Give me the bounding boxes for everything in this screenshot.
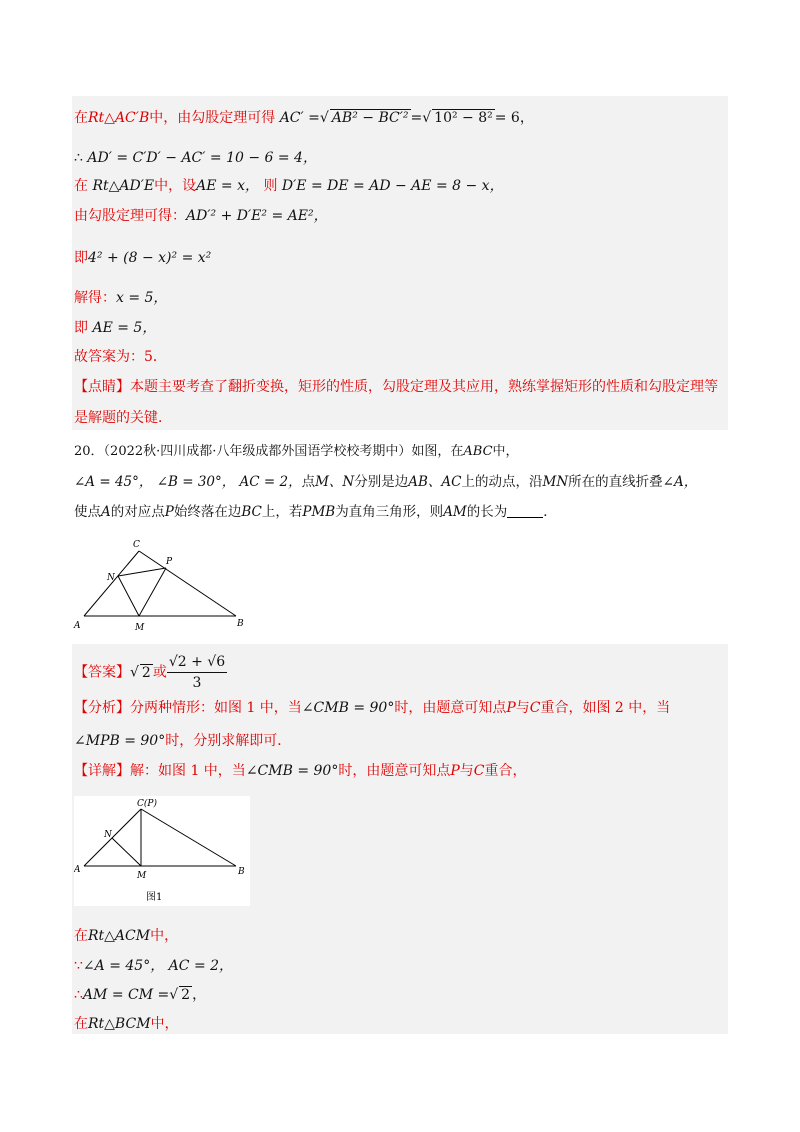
question-text: （2022秋·四川成都·八年级成都外国语学校校考期中）如图，在 bbox=[103, 444, 464, 459]
label-CP: C(P) bbox=[137, 799, 157, 809]
math: ∠MPB = 90° bbox=[74, 733, 166, 749]
math: AM bbox=[443, 504, 467, 520]
label-M: M bbox=[135, 623, 145, 633]
answer-blank bbox=[507, 503, 543, 518]
sec19-line-6 bbox=[74, 288, 167, 308]
sec19-line-5 bbox=[74, 248, 211, 268]
question-text: 中， bbox=[492, 444, 519, 459]
sec19-line-7 bbox=[74, 318, 156, 338]
math: x = 5， bbox=[116, 290, 168, 306]
text: 分两种情形：如图 1 中，当 bbox=[130, 700, 302, 716]
segment-NM bbox=[112, 838, 141, 866]
text: 重合，如图 2 中，当 bbox=[540, 700, 671, 716]
text: 在 bbox=[74, 110, 88, 126]
fraction-numerator: √2 + √6 bbox=[167, 652, 227, 673]
math: ， bbox=[192, 987, 207, 1003]
text: 则 bbox=[263, 178, 278, 194]
text: 上，若 bbox=[261, 504, 303, 520]
because-symbol: ∵ bbox=[74, 958, 83, 974]
label-N: N bbox=[107, 573, 115, 583]
analysis-line-2 bbox=[74, 731, 291, 751]
label-P: P bbox=[166, 557, 173, 567]
math: Rt△ACM bbox=[88, 928, 151, 944]
fraction-denominator: 3 bbox=[192, 675, 202, 691]
math: ∠B = 30°， bbox=[156, 474, 236, 490]
figure-1 bbox=[74, 796, 250, 906]
math: AB、AC bbox=[408, 474, 462, 490]
text: 在 bbox=[74, 928, 88, 944]
label-B: B bbox=[238, 867, 245, 877]
sec19-line-4 bbox=[74, 206, 328, 226]
math: BC bbox=[241, 504, 262, 520]
math: ∠CMB = 90° bbox=[245, 763, 339, 779]
segment-NM bbox=[118, 576, 139, 616]
therefore-symbol: ∴ bbox=[74, 150, 83, 166]
segment-MP bbox=[139, 568, 166, 616]
q20-line-3 bbox=[74, 502, 557, 522]
detail-step-3: ∴AM = CM =√ 2 ， bbox=[74, 987, 207, 1003]
q20-line-1 bbox=[74, 442, 519, 462]
triangle-name: Rt△ bbox=[88, 110, 115, 126]
text: 即 bbox=[74, 250, 88, 266]
detail-step-4 bbox=[74, 1014, 179, 1034]
math-radicand: 10² − 8² bbox=[434, 110, 493, 126]
note-tag: 【点睛】 bbox=[74, 379, 130, 395]
math: AM = CM = bbox=[82, 987, 170, 1003]
math: AC′ = bbox=[279, 110, 320, 126]
sec19-line-3 bbox=[74, 176, 504, 196]
text: 与 bbox=[515, 700, 530, 716]
text: 始终落在边 bbox=[173, 504, 242, 520]
text: 的长为 bbox=[466, 504, 508, 520]
triangle-label: AD′E bbox=[119, 178, 155, 194]
math: D′E = DE = AD − AE = 8 − x， bbox=[281, 178, 504, 194]
note-text: 本题主要考查了翻折变换，矩形的性质，勾股定理及其应用，熟练掌握矩形的性质和勾股定理等 bbox=[130, 379, 718, 395]
math: = 6， bbox=[494, 110, 534, 126]
math: AD′ = C′D′ − AC′ = 10 − 6 = 4， bbox=[87, 150, 317, 166]
text: 使点 bbox=[74, 504, 101, 520]
triangle-label: AC′B bbox=[114, 110, 150, 126]
math: ∠A = 45°， bbox=[82, 958, 165, 974]
figure-caption: 图1 bbox=[146, 892, 163, 903]
answer-radicand: 2 bbox=[141, 664, 151, 681]
math: PMB bbox=[302, 504, 336, 520]
sec19-line-1: 在Rt△AC′B中，由勾股定理可得 AC′ =√ AB² − BC′² =√ 10² − 8² = 6， bbox=[74, 110, 534, 126]
text: 分别是边 bbox=[354, 474, 409, 490]
math: A bbox=[101, 504, 111, 520]
math: ∠A = 45°， bbox=[74, 474, 153, 490]
math: C bbox=[529, 700, 541, 716]
math: = bbox=[410, 110, 423, 126]
text: 重合， bbox=[484, 763, 527, 779]
text: 在 bbox=[74, 1016, 88, 1032]
math: AE = x， bbox=[196, 178, 259, 194]
math: ABC bbox=[463, 444, 493, 459]
question-figure bbox=[70, 534, 260, 634]
text: 中， bbox=[150, 928, 179, 944]
text: 由勾股定理可得： bbox=[74, 208, 186, 224]
detail-tag: 【详解】 bbox=[74, 763, 130, 779]
text: 的对应点 bbox=[110, 504, 165, 520]
text: 点 bbox=[301, 474, 316, 490]
math: ∠A， bbox=[662, 474, 698, 490]
text: ． bbox=[543, 504, 557, 520]
label-A: A bbox=[74, 865, 81, 875]
math: AD′² + D′E² = AE²， bbox=[186, 208, 328, 224]
math: M、N bbox=[315, 474, 355, 490]
text: 在 bbox=[74, 178, 88, 194]
segment-AC bbox=[84, 551, 139, 616]
segment-CB bbox=[139, 551, 236, 616]
label-B: B bbox=[237, 619, 244, 629]
note-line-2: 是解题的关键． bbox=[74, 410, 172, 426]
text: 与 bbox=[459, 763, 474, 779]
math-radicand: AB² − BC′² bbox=[331, 110, 409, 126]
math: P bbox=[506, 700, 516, 716]
detail-step-1 bbox=[74, 926, 178, 946]
segment-CB bbox=[141, 809, 236, 866]
math: AE = 5， bbox=[92, 320, 157, 336]
math: C bbox=[473, 763, 485, 779]
math: ∠CMB = 90° bbox=[301, 700, 395, 716]
label-A: A bbox=[74, 621, 81, 631]
detail-step-2 bbox=[74, 956, 233, 976]
therefore-symbol: ∴ bbox=[74, 987, 83, 1003]
analysis-line-1 bbox=[74, 698, 670, 718]
text: 时，由题意可知点 bbox=[338, 763, 451, 779]
triangle-name: Rt△ bbox=[92, 178, 120, 194]
q20-line-2 bbox=[74, 472, 697, 492]
text: 时，由题意可知点 bbox=[394, 700, 507, 716]
text: 所在的直线折叠 bbox=[568, 474, 663, 490]
text: 中， bbox=[150, 1016, 179, 1032]
text: 即 bbox=[74, 320, 88, 336]
detail-line-1 bbox=[74, 761, 526, 781]
analysis-tag: 【分析】 bbox=[74, 700, 130, 716]
text: 中，由勾股定理可得 bbox=[149, 110, 276, 126]
math: P bbox=[164, 504, 174, 520]
math: 4² + (8 − x)² = x² bbox=[88, 250, 212, 266]
text: 解得： bbox=[74, 290, 116, 306]
text: 时，分别求解即可． bbox=[165, 733, 292, 749]
text: 上的动点，沿 bbox=[461, 474, 543, 490]
math: Rt△BCM bbox=[88, 1016, 151, 1032]
segment-NP bbox=[118, 568, 166, 576]
text: 为直角三角形，则 bbox=[335, 504, 444, 520]
note-line-1 bbox=[74, 377, 718, 397]
math: P bbox=[450, 763, 460, 779]
math: MN bbox=[542, 474, 569, 490]
label-N: N bbox=[104, 830, 112, 840]
math-radicand: 2 bbox=[181, 987, 191, 1003]
label-M: M bbox=[137, 871, 147, 881]
math: AC = 2， bbox=[239, 474, 302, 490]
answer-fraction bbox=[167, 652, 227, 693]
label-C: C bbox=[133, 540, 140, 550]
text: 或 bbox=[152, 664, 167, 681]
text: 解：如图 1 中，当 bbox=[130, 763, 246, 779]
answer-tag: 【答案】 bbox=[74, 664, 130, 681]
question-number: 20． bbox=[74, 444, 104, 459]
sec19-line-2 bbox=[74, 148, 317, 168]
sec19-line-8: 故答案为：5． bbox=[74, 349, 167, 365]
text: 中，设 bbox=[154, 178, 197, 194]
math: AC = 2， bbox=[168, 958, 234, 974]
answer-line: 【答案】√ 2 或 $\frac{√2 + √6}{3}$ bbox=[74, 654, 226, 691]
